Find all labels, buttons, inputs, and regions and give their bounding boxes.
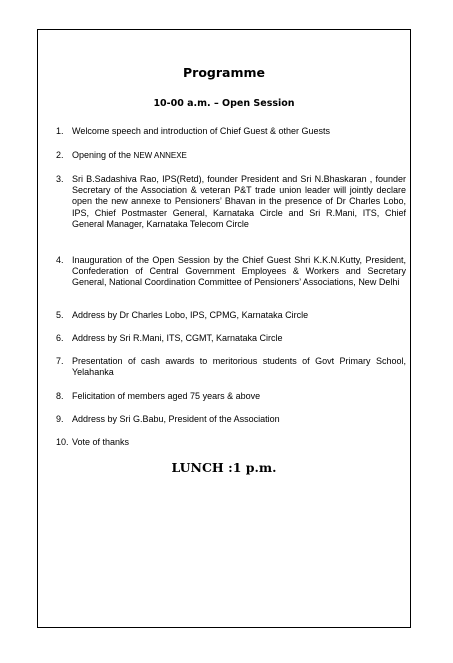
list-item: 4. Inauguration of the Open Session by the Chief Guest Shri K.K.N.Kutty, President, Confederation of Central Government Employees & Workers and Secretary General, National Coordination Committee of Pensioners’ Associations, New Delhi [56,255,406,288]
list-item: 8. Felicitation of members aged 75 years & above [56,391,261,401]
list-item: 7. Presentation of cash awards to meritorious students of Govt Primary School, Yelahanka [56,356,406,378]
list-item: 9. Address by Sri G.Babu, President of the Association [56,414,280,424]
list-item: 6. Address by Sri R.Mani, ITS, CGMT, Karnataka Circle [56,333,283,343]
list-item: 10. Vote of thanks [56,437,130,447]
page-border [37,29,411,628]
list-item: 2. Opening of the NEW ANNEXE [56,150,187,160]
programme-title: Programme [183,65,265,80]
list-item: 3. Sri B.Sadashiva Rao, IPS(Retd), founder President and Sri N.Bhaskaran , founder Secretary of the Association & veteran P&T trade union leader will jointly declare open the new annexe to Pensioners’ Bhavan in the presence of Dr Charles Lobo, IPS, Chief Postmaster General, Karnataka Circle and Sri R.Mani, ITS, Chief General Manager, Karnataka Telecom Circle [56,174,406,229]
list-item: 1. Welcome speech and introduction of Chief Guest & other Guests [56,126,330,136]
lunch-note: LUNCH :1 p.m. [171,460,277,475]
list-item: 5. Address by Dr Charles Lobo, IPS, CPMG, Karnataka Circle [56,310,309,320]
session-heading: 10-00 a.m. – Open Session [153,98,295,109]
